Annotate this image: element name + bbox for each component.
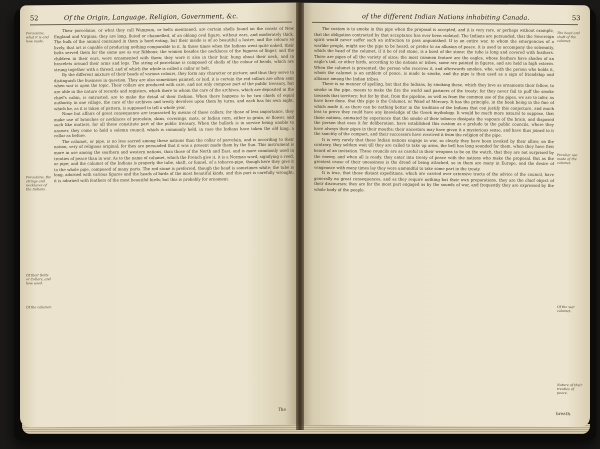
right-header-rule xyxy=(312,22,578,25)
left-margin-note: Porcelaine, the strings and necklaces of the Indians. xyxy=(26,175,52,192)
left-page-number: 52 xyxy=(30,14,39,23)
paragraph: By the different mixture of their beads of various colours, they form any character or picture; and thus they serve to distinguish the business in question. They are also sometimes painted, or laid, it is certain the red collars are often sent when war is upon the topic. Their collars are produced with care, and not only compose part of the public treasury, but are able in the nature of records and registers, which there to whom the care of the archives, which are deposited in the chief's cabin, is entrusted, are to make the detail of their fashion. When there happens to be two chiefs of equal authority in one village, the care of the archives and treaty devolves upon them by turns, and each has his own night, which he, as it is taken of pattern, is supposed to tell a whole year. xyxy=(54,69,294,111)
left-margin-note: Of the calumet. xyxy=(26,305,52,310)
right-body-text xyxy=(314,26,554,195)
right-running-head: of the different Indian Nations inhabiting Canada. xyxy=(362,12,530,22)
paragraph: None but affairs of great consequence are transacted by means of these collars; for those of less importance, they make use of branches or necklaces of porcelain, skins, coverings, mats, or Indian corn, either in grain, or flower, and such like matters, for all these constitute part of the public treasury. When the bullock is in service being unable to answer, they come to hold a solemn council, which is commonly held, in case the Indians have taken the old king, a collar as before. xyxy=(54,108,294,139)
left-margin-note: Of their Belts or Collars, and how used. xyxy=(26,273,51,286)
paragraph: Their porcelaine, or what they call Wampum, or belts mentioned, are certain shells found on the coasts of New England and Virginia; they are long, fluted or channelled, of an oblong oval figure, without ears, and moderately thick. The bulk of the animal contained in them is hard eating, but their inside is of so beautiful a lustre, and the colours so lively, that art is capable of producing nothing comparable to it. In those times when the Indians went quite naked, their belts served them for the same use as our Ribbons; the women besides the necklaces of the bigness of finger, and the children in their ears, were ornamented with them; they wore it also in their hair, hung about their neck, and in bracelets around their arms and legs. The string of porcelaine is composed of shells of the colour of beads, which are strung together with a thread, and of which the whole is called a collar or belt. xyxy=(54,25,294,72)
book-gutter xyxy=(296,2,304,430)
right-margin-note: Peculiar use made of the calumet. xyxy=(557,152,578,166)
paragraph: It is very rarely that these Indian nations engage in war, so clearly they have been invoked by their allies; on the contrary, they seldom wait till they are called to take up arms, the bell has long sounded for them, when they have first heard of an invitation. These councils are as careful in their weapons to be on the watch, that they are not surprised by the enemy, and when all is ready, they enter into treaty of peace with the nations who make the proposal. But as the greatest cause of their uneasiness is the dread of being attacked, so in them are many in Europe, and the desire of vengeance with many times lay they were unmindful to take some part in the treaty. xyxy=(314,136,554,171)
left-margin-note: Porcelaine, what it is and how made. xyxy=(26,31,49,44)
right-page-number: 53 xyxy=(572,14,581,23)
left-running-head: Of the Origin, Language, Religion, Government, &c. xyxy=(64,12,239,23)
paragraph: The calumet, or pipe, is no less sacred among these nations than the collar of porcelain, and is according to their notion, very of religious original; for they are persuaded that it was a present made them by the Sun. This instrument is more in use among the southern and western nations, than those of the North and East, and is more commonly used in treaties of peace than in war. As to the name of calumet, which the French give it, it is a Norman word, signifying a reed, or pipe; and the calumet of the Indians is properly the tube, shaft, or funnel, of a tobacco-pipe, though here they give it to the whole pipe, composed of many parts. The red stone is preferred, though the head is sometimes white; the tube is long, adorned with various figures and the heads of birds of the most beautiful kinds, and this part is carefully wrought; it is adorned with feathers of the most beautiful birds; but this is probably for ornament. xyxy=(54,136,294,183)
paragraph: It is true, that those distant expeditions, which are carried over extensive tracts of the advice of the council, have generally no great consequences, and as they require nothing but their own preparations, they are the chief object of their discourses; they are for the most part engaged as by the sounds of war, and frequently they are expressed by the whole body of the people. xyxy=(314,170,554,193)
left-catchword: The xyxy=(278,406,286,412)
right-catchword: breath. xyxy=(556,410,572,417)
left-page xyxy=(20,3,302,428)
right-margin-note: Of the war calumet. xyxy=(557,304,575,314)
right-page xyxy=(298,3,590,428)
left-header-rule xyxy=(30,22,292,26)
left-body-text xyxy=(54,26,294,184)
right-margin-note: Nature of their treaties of peace. xyxy=(557,382,583,396)
paragraph: There is no manner of spelling, but that the Indians, by smoking these, which they love as ornaments their fellow, to smoke in the pipe, means to make the fire the world and partners of the treaty; for they never fail to puff the smoke towards that territory; but for by that, from the pipeline, as well as from the common use of the pipes, we are to infer, as have here done, that this pipe is the Calumet, or Wand of Mercury. It has the principle, in the book being in the fine of which made it, as there can be nothing better in the tradition of the Indians that can justify this conjecture, and much less to prove they could have any knowledge of the Greek mythology. It would be much more natural to suppose, that those nations, animated by experience that the smoke of their tobacco dissipate the vapours of the brain, and disposed the person that uses it for deliberation, have established this custom as a prelude to the public councils, where they have always their pipes in their mouths; their ancestors may have given it a mysterious sense, and have thus joined to it the sanctity of the compact, and their successors have received it from the religion of the pipe. xyxy=(314,81,554,138)
paragraph: The custom is to smoke in this pipe when the proposal is accepted, and it is very rare, or perhaps without example, that the obligation contracted by that acceptance has ever been violated. The Indians are persuaded, that the Sovereign spirit would never suffer such an infraction to pass unpunished. If in an entire war, to whom the emergencies of a warlike people, might use the pipe to be heard, or prefer to an allusion of peace, it is used to accompany the solemnity, which the head of the calumet, if it be of red stone, is a bowl of the stone; the tube is long and covered with feathers. There are pipes of all the variety of sizes; the most common feature are the eagles, whose feathers have shades of an eagle's tail, or other birds, according to the nations or tribes, some are painted in figures, and are held in high esteem. When the calumet is presented, the person who receives it, and afterwards smokes, who, with the person who holds it, whom the calumet is an emblem of peace, is made to smoke, and the pipe is then used as a sign of friendship and alliance among the Indian tribes. xyxy=(314,25,554,82)
right-margin-note: The head and shaft of the calumet. xyxy=(557,30,580,44)
